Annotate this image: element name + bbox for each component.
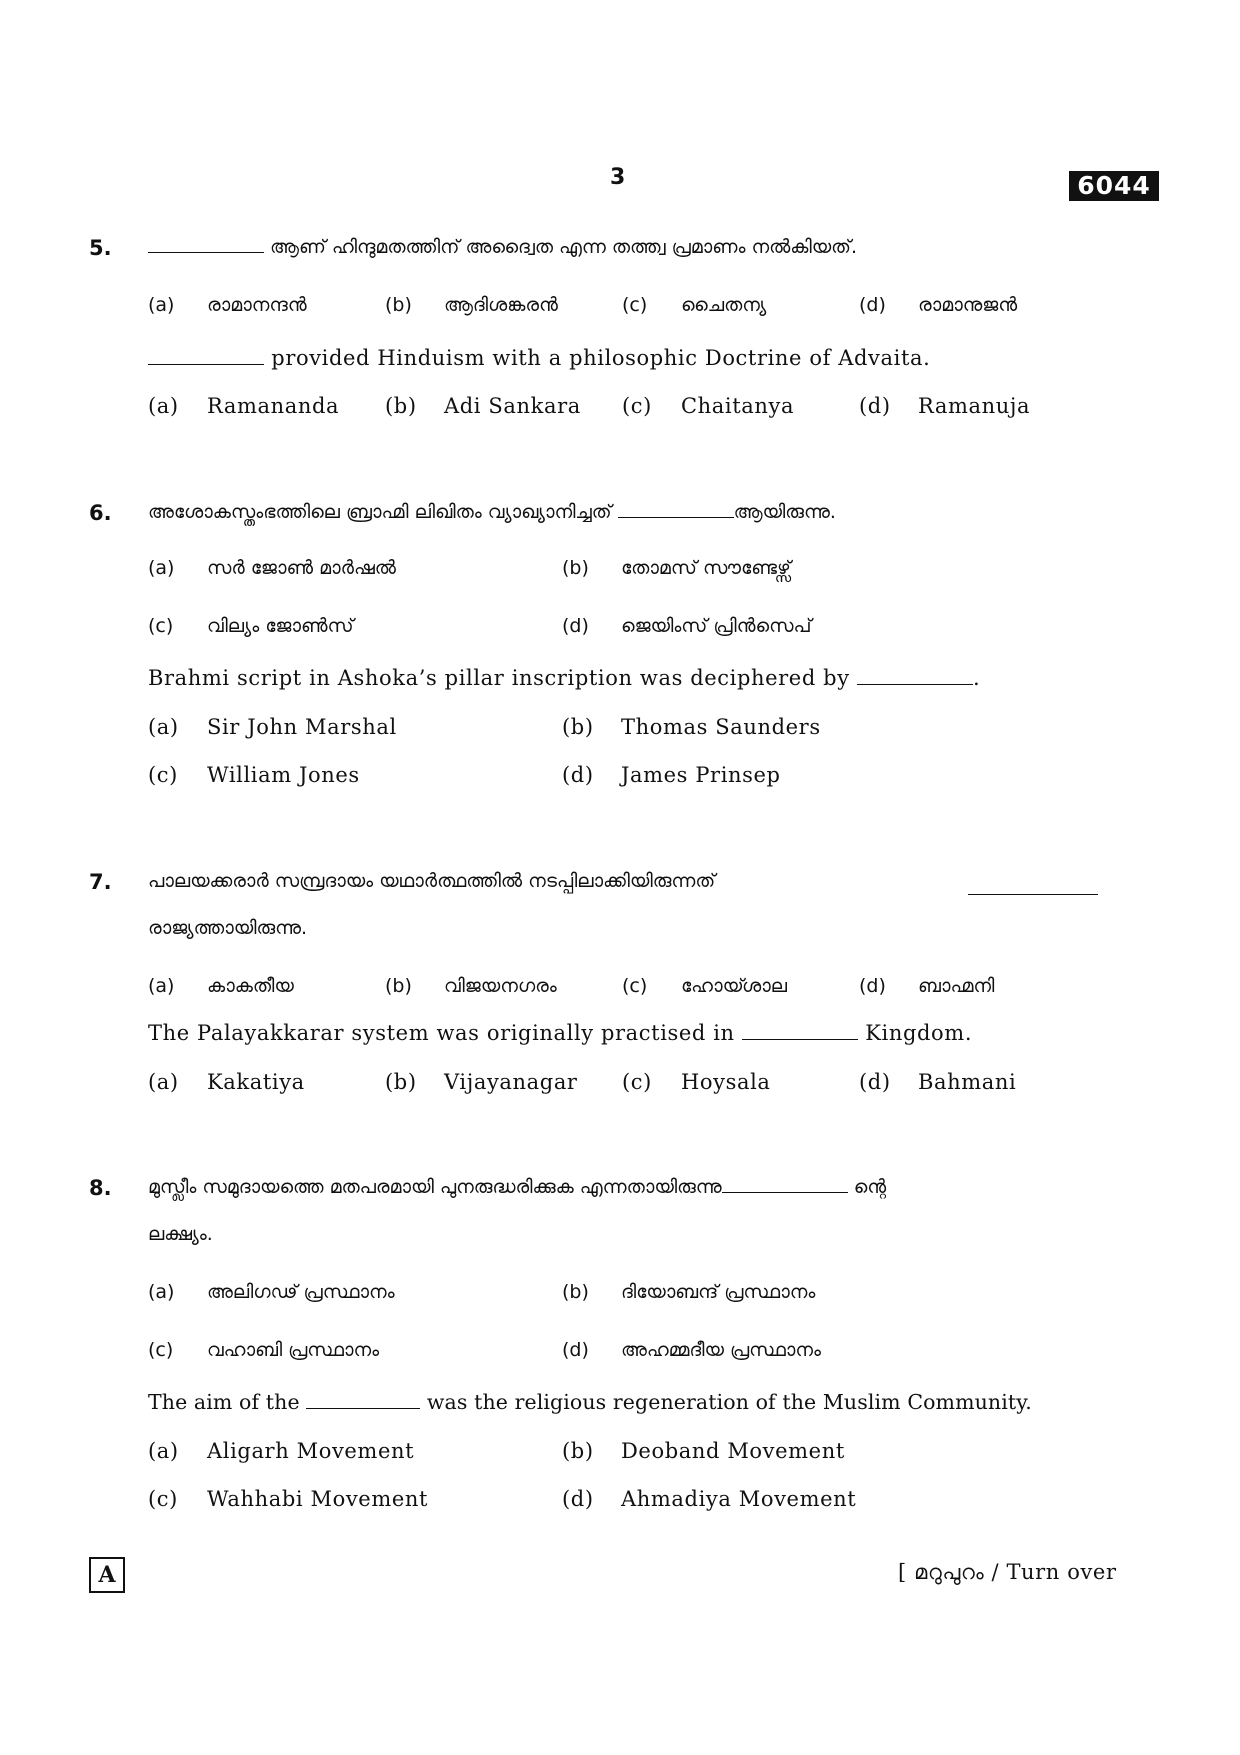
- option-label: (c): [148, 615, 174, 637]
- option-text: Ramanuja: [918, 394, 1031, 418]
- question-text-ml: [148, 870, 1098, 895]
- option-label: (a): [148, 975, 175, 997]
- option-label: (c): [622, 1070, 652, 1094]
- option-text: ഹോയ്ശാല: [681, 975, 788, 997]
- option-label: (b): [562, 715, 594, 739]
- option-text: Hoysala: [681, 1070, 771, 1094]
- question-text-ml: [148, 501, 836, 523]
- option-text: രാമാനന്ദൻ: [207, 294, 307, 316]
- option-text: രാമാനുജൻ: [918, 294, 1018, 316]
- question-text-ml-pre: മുസ്ലീം സമുദായത്തെ മതപരമായി പുനരുദ്ധരിക്കുക എന്നതായിരുന്നു: [148, 1176, 722, 1198]
- question-text-ml-post: ആയിരുന്നു.: [733, 501, 836, 523]
- paper-code-badge: 6044: [1069, 171, 1159, 201]
- option-text: ദിയോബന്ദ് പ്രസ്ഥാനം: [621, 1281, 816, 1303]
- option-text: Chaitanya: [681, 394, 795, 418]
- option-label: (d): [562, 1487, 594, 1511]
- option-text: Wahhabi Movement: [207, 1487, 429, 1511]
- option-text: ആദിശങ്കരൻ: [444, 294, 558, 316]
- option-label: (a): [148, 1439, 179, 1463]
- option-label: (c): [148, 763, 178, 787]
- question-number: 5.: [89, 236, 112, 260]
- option-text: അഹമ്മദീയ പ്രസ്ഥാനം: [621, 1339, 821, 1361]
- option-label: (b): [385, 975, 412, 997]
- option-label: (a): [148, 557, 175, 579]
- option-text: Vijayanagar: [444, 1070, 578, 1094]
- option-text: Ahmadiya Movement: [621, 1487, 857, 1511]
- question-text-en-pre: The aim of the: [148, 1390, 307, 1414]
- option-label: (b): [562, 1439, 594, 1463]
- option-label: (b): [385, 394, 417, 418]
- series-code-box: A: [89, 1557, 125, 1593]
- question-text-en-pre: The Palayakkarar system was originally practised in: [148, 1021, 742, 1045]
- option-text: Kakatiya: [207, 1070, 305, 1094]
- option-text: Ramananda: [207, 394, 340, 418]
- option-label: (c): [622, 975, 648, 997]
- option-text: ചൈതന്യ: [681, 294, 767, 316]
- option-label: (d): [859, 975, 886, 997]
- option-text: Sir John Marshal: [207, 715, 397, 739]
- option-text: Adi Sankara: [444, 394, 581, 418]
- option-text: തോമസ് സൗണ്ടേഴ്സ്: [621, 557, 791, 579]
- option-label: (b): [385, 294, 412, 316]
- option-text: വില്യം ജോൺസ്: [207, 615, 354, 637]
- option-text: James Prinsep: [621, 763, 781, 787]
- answer-blank: [618, 503, 734, 518]
- option-text: Deoband Movement: [621, 1439, 845, 1463]
- option-label: (d): [562, 615, 589, 637]
- question-number: 6.: [89, 501, 112, 525]
- option-label: (c): [148, 1487, 178, 1511]
- question-number: 8.: [89, 1176, 112, 1200]
- option-label: (d): [562, 763, 594, 787]
- answer-blank: [857, 670, 973, 685]
- question-text-ml-pre: അശോകസ്തംഭത്തിലെ ബ്രാഹ്മി ലിഖിതം വ്യാഖ്യാനിച്ചത്: [148, 501, 618, 523]
- question-text-ml-post: ന്റെ: [847, 1176, 887, 1198]
- option-text: വഹാബി പ്രസ്ഥാനം: [207, 1339, 380, 1361]
- option-label: (d): [562, 1339, 589, 1361]
- question-text-ml-line2: ലക്ഷ്യം.: [148, 1223, 213, 1245]
- question-text-en: [148, 1021, 972, 1045]
- question-text-ml: [148, 1176, 886, 1198]
- question-text-en-post: provided Hinduism with a philosophic Doctrine of Advaita.: [264, 346, 931, 370]
- option-label: (d): [859, 1070, 891, 1094]
- question-text-en-post: was the religious regeneration of the Muslim Community.: [420, 1390, 1032, 1414]
- option-label: (d): [859, 394, 891, 418]
- option-label: (b): [385, 1070, 417, 1094]
- option-label: (b): [562, 557, 589, 579]
- option-text: William Jones: [207, 763, 360, 787]
- option-label: (c): [148, 1339, 174, 1361]
- question-text-en: [148, 346, 930, 370]
- question-text-en-pre: Brahmi script in Ashoka’s pillar inscription was deciphered by: [148, 666, 857, 690]
- option-text: Aligarh Movement: [207, 1439, 415, 1463]
- option-text: കാകതീയ: [207, 975, 294, 997]
- option-label: (d): [859, 294, 886, 316]
- answer-blank: [742, 1025, 858, 1040]
- option-text: Bahmani: [918, 1070, 1017, 1094]
- question-text-en: [148, 1390, 1032, 1414]
- option-text: Thomas Saunders: [621, 715, 821, 739]
- page-number: 3: [610, 165, 626, 190]
- option-label: (a): [148, 715, 179, 739]
- option-text: അലിഗഢ് പ്രസ്ഥാനം: [207, 1281, 395, 1303]
- option-label: (c): [622, 294, 648, 316]
- answer-blank: [148, 350, 264, 365]
- option-text: ബാഹ്മനി: [918, 975, 995, 997]
- question-text-en-post: .: [972, 666, 981, 690]
- option-text: വിജയനഗരം: [444, 975, 557, 997]
- question-text-en: [148, 666, 980, 690]
- question-text-ml: [148, 236, 857, 258]
- question-text-en-post: Kingdom.: [857, 1021, 973, 1045]
- option-label: (a): [148, 1070, 179, 1094]
- answer-blank: [968, 880, 1098, 895]
- option-label: (a): [148, 394, 179, 418]
- answer-blank: [306, 1394, 420, 1409]
- question-number: 7.: [89, 870, 112, 894]
- question-text-ml-line1: പാലയക്കരാർ സമ്പ്രദായം യഥാർത്ഥത്തിൽ നടപ്പിലാക്കിയിരുന്നത്: [148, 870, 716, 892]
- option-text: ജെയിംസ് പ്രിൻസെപ്: [621, 615, 812, 637]
- option-label: (c): [622, 394, 652, 418]
- question-text-ml-post: ആണ് ഹിന്ദുമതത്തിന് അദ്വൈത എന്ന തത്ത്വ പ്രമാണം നൽകിയത്.: [264, 236, 858, 258]
- option-label: (b): [562, 1281, 589, 1303]
- answer-blank: [722, 1178, 848, 1193]
- turn-over-note: [ മറുപുറം / Turn over: [898, 1560, 1117, 1584]
- option-label: (a): [148, 1281, 175, 1303]
- option-text: സർ ജോൺ മാർഷൽ: [207, 557, 396, 579]
- answer-blank: [148, 238, 264, 253]
- option-label: (a): [148, 294, 175, 316]
- question-text-ml-line2: രാജ്യത്തായിരുന്നു.: [148, 917, 308, 939]
